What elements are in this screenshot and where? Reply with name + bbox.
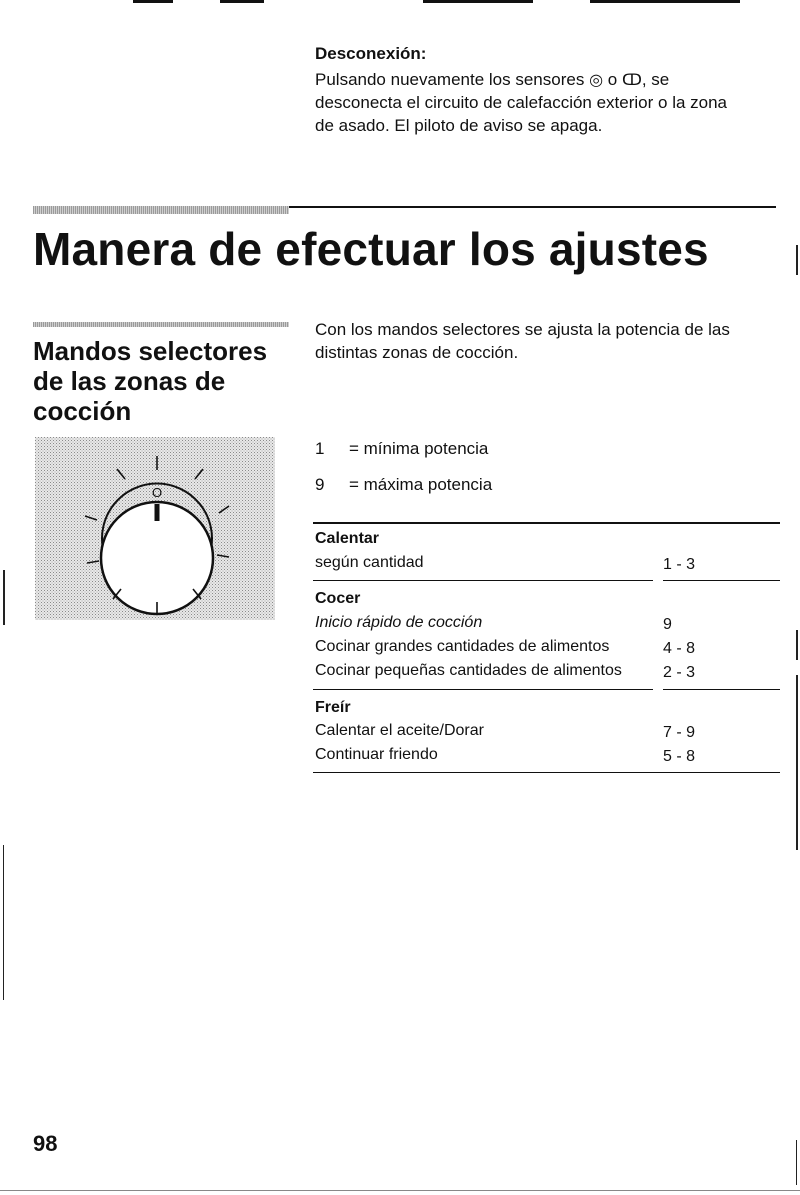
page-title: Manera de efectuar los ajustes	[33, 223, 709, 275]
top-rule-mid	[423, 0, 533, 3]
legend-num: 9	[315, 475, 325, 494]
margin-mark	[3, 845, 4, 1000]
subsection-marker-bar	[33, 322, 289, 327]
group-heading: Cocer	[315, 590, 361, 607]
table-row-value: 7 - 9	[663, 724, 696, 741]
bottom-edge-line	[0, 1190, 800, 1191]
top-rule-right	[590, 0, 740, 3]
subsection-title: Mandos selectores de las zonas de cocción	[33, 336, 268, 426]
table-row-value: 5 - 8	[663, 748, 696, 765]
control-knob-illustration	[35, 437, 275, 620]
sensor-ring-icon: ◎	[589, 70, 604, 89]
desconexion-text-after: , se desconecta el circuito de calefacción exterior o la zona de asado. El piloto de aviso se apaga.	[315, 70, 728, 135]
section-rule	[289, 206, 776, 208]
desconexion-text-before: Pulsando nuevamente los sensores	[315, 70, 590, 89]
row-rule	[663, 689, 780, 690]
desconexion-title: Desconexión:	[315, 44, 427, 63]
top-rule-left	[133, 0, 173, 3]
sensor-oval-icon: ↀ	[621, 70, 642, 89]
intro-text: Con los mandos selectores se ajusta la potencia de las distintas zonas de cocción.	[315, 320, 730, 362]
table-row-label: Cocinar grandes cantidades de alimentos	[315, 638, 610, 655]
table-row-label: Calentar el aceite/Dorar	[315, 722, 484, 739]
table-row-label: Cocinar pequeñas cantidades de alimentos	[315, 662, 622, 679]
table-row-value: 4 - 8	[663, 640, 696, 657]
legend-text: = máxima potencia	[349, 475, 493, 494]
desconexion-text	[315, 68, 745, 137]
desconexion-text-mid: o	[603, 70, 622, 89]
table-row-value: 2 - 3	[663, 664, 696, 681]
margin-mark	[796, 245, 798, 275]
table-row-value: 1 - 3	[663, 556, 696, 573]
knob-pointer	[155, 504, 160, 521]
top-rule-left-2	[220, 0, 264, 3]
table-row-label: Inicio rápido de cocción	[315, 614, 483, 631]
knob-zero-label: O	[151, 485, 163, 500]
knob-diagram	[35, 437, 275, 620]
group-heading: Freír	[315, 699, 351, 716]
row-rule	[313, 689, 653, 690]
legend-row-min	[315, 439, 488, 459]
margin-mark	[796, 1140, 797, 1185]
table-row-value: 9	[663, 616, 672, 633]
table-row-label: Continuar friendo	[315, 746, 438, 763]
legend-row-max	[315, 475, 492, 495]
margin-mark	[796, 675, 798, 850]
group-heading: Calentar	[315, 530, 380, 547]
margin-mark	[796, 630, 798, 660]
table-row-label: según cantidad	[315, 554, 424, 571]
legend-num: 1	[315, 439, 325, 458]
page-number: 98	[33, 1131, 58, 1156]
legend-text: = mínima potencia	[349, 439, 489, 458]
margin-mark	[3, 570, 5, 625]
table-bottom-rule	[313, 772, 780, 773]
row-rule	[313, 580, 653, 581]
row-rule	[663, 580, 780, 581]
section-marker-bar	[33, 206, 289, 214]
table-top-rule	[313, 522, 780, 524]
